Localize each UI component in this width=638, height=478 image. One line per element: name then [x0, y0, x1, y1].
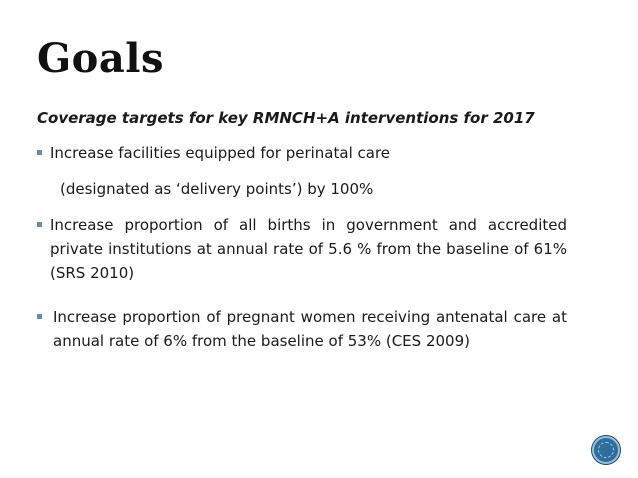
- bullet-marker-icon: [37, 150, 42, 155]
- bullet-text: Increase proportion of all births in government and accredited private institutions at annual rate of 5.6 % from the baseline of 61% (SRS 2010): [50, 216, 567, 282]
- bullet-item-antenatal: [37, 305, 567, 353]
- bullet-item-births: [37, 213, 567, 285]
- bullet-item-facilities: [37, 141, 567, 165]
- slide-subtitle: Coverage targets for key RMNCH+A interventions for 2017: [37, 109, 535, 127]
- bullet-marker-icon: [37, 222, 42, 227]
- slide-nav-circle-icon[interactable]: [592, 436, 620, 464]
- nav-ring-icon: [598, 442, 614, 458]
- bullet-marker-icon: [37, 314, 42, 319]
- bullet-text: Increase proportion of pregnant women receiving antenatal care at annual rate of 6% from the baseline of 53% (CES 2009): [53, 308, 567, 350]
- bullet-text: Increase facilities equipped for perinatal care: [50, 144, 391, 162]
- slide-title: Goals: [37, 35, 164, 82]
- bullet-continuation: (designated as ‘delivery points’) by 100%: [60, 180, 374, 198]
